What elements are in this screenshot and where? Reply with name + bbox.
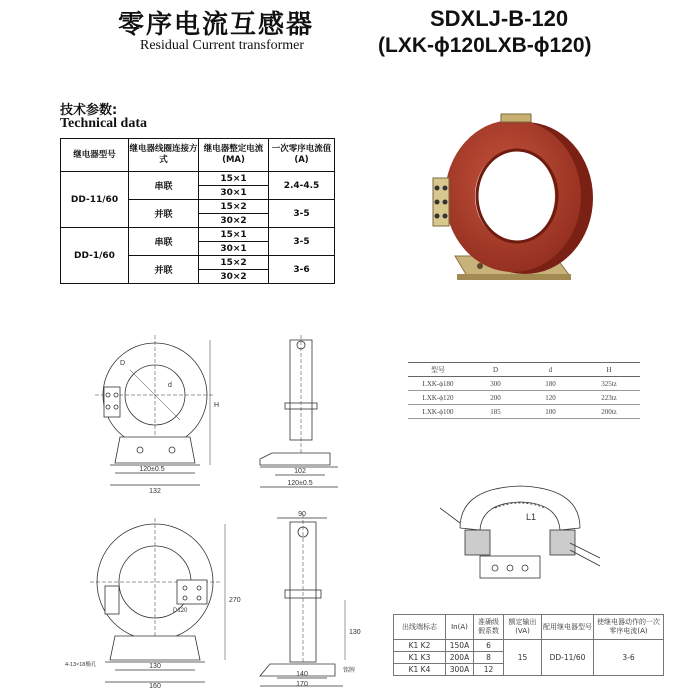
- cell-in: 150A: [446, 640, 474, 652]
- cell-acc: 8: [474, 652, 504, 664]
- cell: 185: [468, 405, 523, 419]
- dim-side-outer: 170: [296, 681, 308, 688]
- tech-heading-cn: 技术参数:: [60, 103, 118, 118]
- header-terminals: 出线端标志: [394, 615, 446, 640]
- cell: LXK-ϕ180: [408, 377, 468, 391]
- current-cell: 15×1: [199, 172, 269, 186]
- header-D: D: [468, 363, 523, 377]
- cell-acc: 12: [474, 664, 504, 676]
- header-rated-output: 额定输出(VA): [504, 615, 542, 640]
- dim-side-top-label: 102: [294, 468, 306, 475]
- value-cell: 3-6: [269, 256, 335, 284]
- table-row: [408, 377, 640, 391]
- header-zero-seq: 一次零序电流值(A): [269, 139, 335, 172]
- dim-mid: 130: [349, 629, 361, 636]
- current-cell: 15×1: [199, 228, 269, 242]
- header-d: d: [523, 363, 578, 377]
- cell-relay-model: DD-11/60: [542, 640, 594, 676]
- table-row: [408, 405, 640, 419]
- cell-terms: K1 K4: [394, 664, 446, 676]
- terminal-block: [433, 178, 449, 226]
- dim-H-label: H: [214, 402, 220, 409]
- table-header-row: [394, 615, 664, 640]
- cell: 223tz: [578, 391, 640, 405]
- cell-acc: 6: [474, 640, 504, 652]
- connection-cell: 串联: [129, 172, 199, 200]
- cell-trip-current: 3-6: [594, 640, 664, 676]
- dimensions-table: [408, 362, 640, 419]
- dim-inner-label: 120±0.5: [139, 466, 165, 473]
- dim-d-label: d: [168, 382, 172, 389]
- current-cell: 30×1: [199, 242, 269, 256]
- relay-model-cell: DD-11/60: [61, 172, 129, 228]
- current-cell: 15×2: [199, 200, 269, 214]
- cell: LXK-ϕ100: [408, 405, 468, 419]
- dim-top: 90: [298, 511, 306, 518]
- wiring-table: [393, 614, 664, 676]
- cell-in: 300A: [446, 664, 474, 676]
- value-cell: 2.4-4.5: [269, 172, 335, 200]
- table-header-row: [408, 363, 640, 377]
- product-photo: [425, 108, 605, 294]
- hole-note: 4-13×18椭孔: [65, 662, 97, 668]
- iso-label: L1: [526, 512, 537, 522]
- cell: 100: [523, 405, 578, 419]
- cell: 300: [468, 377, 523, 391]
- table-row: [408, 391, 640, 405]
- plate-label: 铭牌: [343, 668, 356, 674]
- title-chinese: 零序电流互感器: [118, 10, 315, 40]
- technical-data-table: [60, 138, 335, 284]
- dim-height: 270: [229, 597, 241, 604]
- header-H: H: [578, 363, 640, 377]
- model-variants: (LXK-ϕ120LXB-ϕ120): [378, 34, 592, 57]
- ring-label: D120: [173, 608, 188, 614]
- table-row: [61, 228, 335, 242]
- cell: 180: [523, 377, 578, 391]
- header-model: 型号: [408, 363, 468, 377]
- current-cell: 30×1: [199, 186, 269, 200]
- dim-side-inner: 140: [296, 671, 308, 678]
- cell-rated-output: 15: [504, 640, 542, 676]
- table-header-row: [61, 139, 335, 172]
- connection-cell: 串联: [129, 228, 199, 256]
- header-relay-model: 继电器型号: [61, 139, 129, 172]
- dim-D-label: D: [120, 360, 126, 367]
- connection-cell: 并联: [129, 256, 199, 284]
- header-in: In(A): [446, 615, 474, 640]
- drawing-2-front-side: [65, 510, 375, 690]
- current-cell: 30×2: [199, 270, 269, 284]
- cell: LXK-ϕ120: [408, 391, 468, 405]
- dim-base-outer: 160: [149, 683, 161, 690]
- cell: 120: [523, 391, 578, 405]
- cell-in: 200A: [446, 652, 474, 664]
- tech-heading-en: Technical data: [60, 116, 147, 131]
- model-number: SDXLJ-B-120: [430, 6, 569, 31]
- cell-terms: K1 K2: [394, 640, 446, 652]
- value-cell: 3-5: [269, 228, 335, 256]
- header-trip-current: 使继电器动作的一次零序电流(A): [594, 615, 664, 640]
- connection-cell: 并联: [129, 200, 199, 228]
- dim-base-label: 132: [149, 488, 161, 495]
- header-relay-model: 配用继电器型号: [542, 615, 594, 640]
- cell: 325tz: [578, 377, 640, 391]
- table-row: [61, 172, 335, 186]
- header-accuracy: 准确级假系数: [474, 615, 504, 640]
- cell-terms: K1 K3: [394, 652, 446, 664]
- value-cell: 3-5: [269, 200, 335, 228]
- current-cell: 30×2: [199, 214, 269, 228]
- cell: 200tz: [578, 405, 640, 419]
- title-english: Residual Current transformer: [140, 38, 305, 53]
- drawing-1-front-side: [80, 335, 400, 495]
- dim-side-base-label: 120±0.5: [287, 480, 313, 487]
- current-cell: 15×2: [199, 256, 269, 270]
- split-core-isometric: [440, 478, 610, 588]
- dim-base-inner: 130: [149, 663, 161, 670]
- cell: 200: [468, 391, 523, 405]
- relay-model-cell: DD-1/60: [61, 228, 129, 284]
- table-row: [394, 640, 664, 652]
- header-set-current: 继电器整定电流(MA): [199, 139, 269, 172]
- header-connection: 继电器线圈连接方式: [129, 139, 199, 172]
